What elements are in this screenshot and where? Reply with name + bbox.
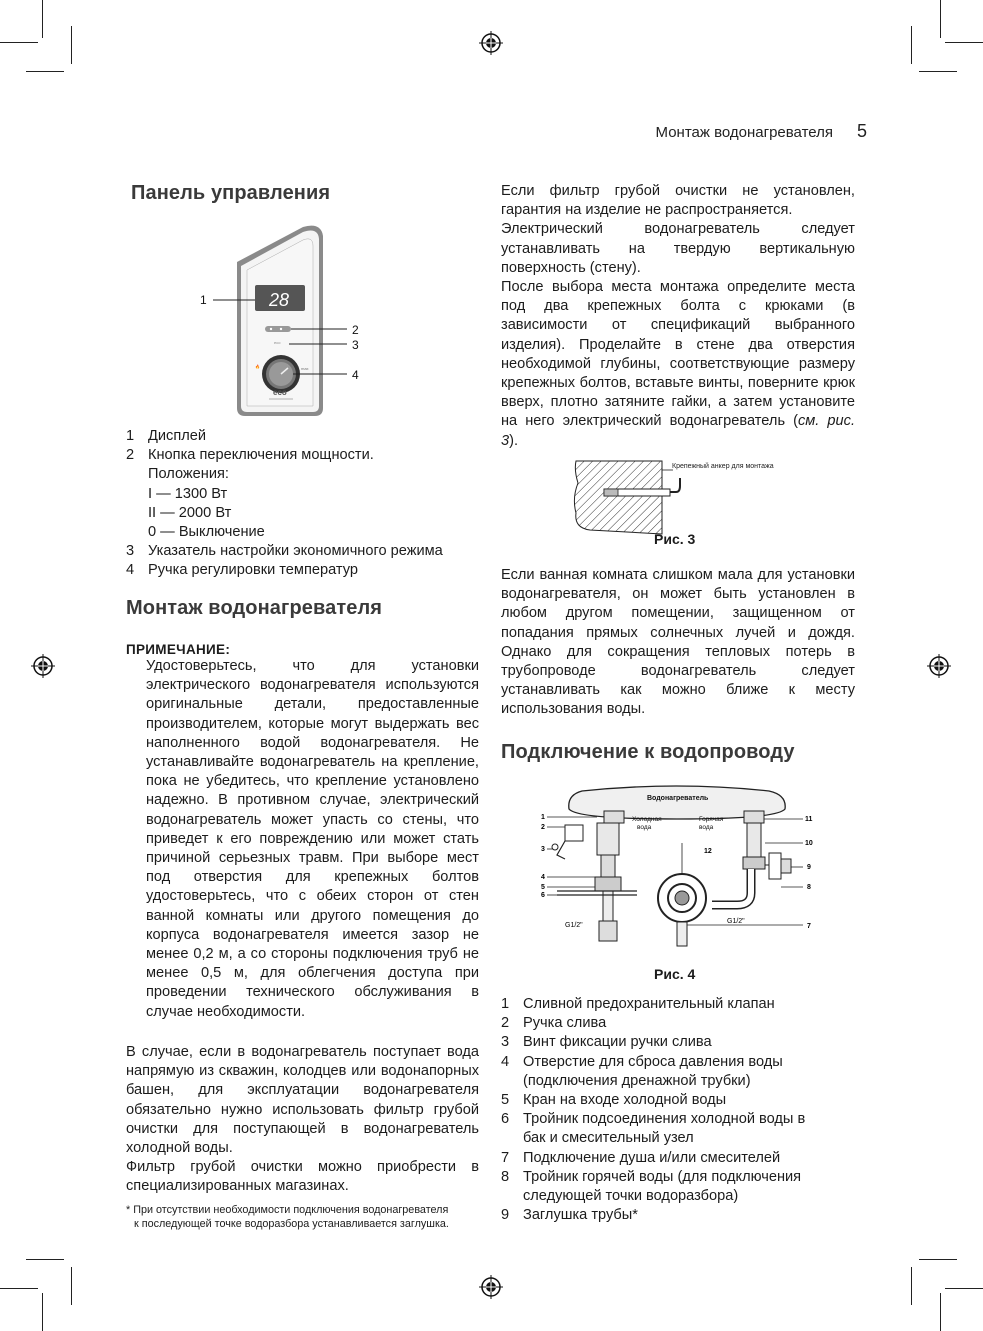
intro-paragraphs: Если фильтр грубой очистки не установлен, гарантия на изделие не распространяется. Электрический водонагреватель следует устанавливать на твердую вертикальную поверхность (стену). После выбора места монтажа определите места под два крепежных болта с крюками (в зависимости от спецификаций выбранного изделия). Проделайте в стене два отверстия необходимой глубины, соответствующие размеру крепежных болтов, вставьте винты, поверните крюк вверх, плотно затяните гайки, а затем установите на него электрический водонагреватель (см. рис. 3). bbox=[501, 183, 855, 449]
crop-mark bbox=[26, 1259, 64, 1260]
svg-text:max: max bbox=[301, 366, 309, 371]
location-paragraph: Если ванная комната слишком мала для установки водонагревателя, он может быть установлен в любом другом помещении, защищенном от попадания прямых солнечных лучей и дождя. Однако для сокращения тепловых потерь в трубопроводе водонагреватель следует устанавливать как можно ближе к месту использования воды. bbox=[501, 567, 855, 718]
thread-label-left: G1/2" bbox=[565, 922, 583, 929]
crop-mark bbox=[945, 42, 983, 43]
crop-mark bbox=[911, 1267, 912, 1305]
list-item: 5 Кран на входе холодной воды bbox=[501, 1092, 727, 1109]
display-value: 28 bbox=[269, 290, 290, 310]
fig4-num: 2 bbox=[541, 824, 545, 831]
crop-mark bbox=[940, 1293, 941, 1331]
fig4-num: 6 bbox=[541, 892, 545, 899]
list-item: 7 Подключение душа и/или смесителей bbox=[501, 1149, 781, 1166]
crop-mark bbox=[42, 1293, 43, 1331]
svg-text:Горячая: Горячая bbox=[699, 816, 724, 823]
crop-mark bbox=[919, 71, 957, 72]
list-item: 8 Тройник горячей воды (для подключения bbox=[501, 1168, 802, 1185]
registration-mark-icon bbox=[927, 654, 951, 678]
footnote: * При отсутствии необходимости подключения водонагревателя к последующей точке водоразбора устанавливается заглушка. bbox=[126, 1204, 449, 1230]
fig4-num: 8 bbox=[807, 884, 811, 891]
registration-mark-icon bbox=[479, 31, 503, 55]
crop-mark bbox=[71, 1267, 72, 1305]
fig4-num: 5 bbox=[541, 884, 545, 891]
list-item: 4 Отверстие для сброса давления воды bbox=[501, 1053, 783, 1070]
fig4-num: 7 bbox=[807, 923, 811, 930]
svg-text:вода: вода bbox=[699, 824, 714, 831]
list-item: 6 Тройник подсоединения холодной воды в bbox=[501, 1111, 806, 1128]
fig4-num: 1 bbox=[541, 814, 545, 821]
fig4-num: 9 bbox=[807, 864, 811, 871]
crop-mark bbox=[26, 71, 64, 72]
list-item: 1 Дисплей bbox=[126, 428, 207, 444]
crop-mark bbox=[0, 42, 38, 43]
svg-text:Холодная: Холодная bbox=[632, 816, 662, 823]
section-title-mounting: Монтаж водонагревателя bbox=[126, 597, 383, 619]
fig4-num: 3 bbox=[541, 846, 545, 853]
svg-text:вода: вода bbox=[637, 824, 652, 831]
callout-3: 3 bbox=[352, 338, 359, 352]
figure-4-caption: Рис. 4 bbox=[654, 966, 696, 982]
list-item: II — 2000 Вт bbox=[148, 504, 232, 521]
fig4-num: 4 bbox=[541, 874, 545, 881]
running-header: Монтаж водонагревателя bbox=[655, 124, 833, 141]
figure-3-caption: Рис. 3 bbox=[654, 531, 696, 547]
figure-4-plumbing bbox=[537, 783, 827, 963]
crop-mark bbox=[919, 1259, 957, 1260]
crop-mark bbox=[911, 26, 912, 64]
list-item: 3 Винт фиксации ручки слива bbox=[501, 1034, 712, 1051]
list-item: следующей точки водоразбора) bbox=[523, 1188, 739, 1205]
page-number: 5 bbox=[857, 121, 868, 141]
brand-logo: eco bbox=[273, 388, 287, 397]
list-item: I — 1300 Вт bbox=[148, 485, 228, 502]
fig4-num: 12 bbox=[704, 848, 712, 855]
list-item: 2 Кнопка переключения мощности. bbox=[126, 447, 374, 464]
crop-mark bbox=[0, 1288, 38, 1289]
note-label: ПРИМЕЧАНИЕ: bbox=[126, 642, 231, 657]
list-item: 0 — Выключение bbox=[148, 524, 265, 541]
figure-3-anchor bbox=[570, 458, 800, 538]
list-item: 4 Ручка регулировки температур bbox=[126, 562, 358, 579]
heater-label: Водонагреватель bbox=[647, 795, 709, 802]
mount-paragraphs: В случае, если в водонагреватель поступает вода напрямую из скважин, колодцев или водонапорных башен, для эксплуатации водонагревателя обязательно нужно использовать фильтр грубой очистки для поступающей в водонагреватель холодной воды. Фильтр грубой очистки можно приобрести в специализированных магазинах. bbox=[126, 1044, 479, 1195]
list-item: 2 Ручка слива bbox=[501, 1015, 607, 1032]
callout-4: 4 bbox=[352, 368, 359, 382]
control-panel-figure bbox=[195, 222, 375, 420]
registration-mark-icon bbox=[31, 654, 55, 678]
section-title-control-panel: Панель управления bbox=[131, 182, 331, 204]
thread-label-right: G1/2" bbox=[727, 918, 745, 925]
panel-legend bbox=[126, 427, 486, 581]
list-item: бак и смесительный узел bbox=[523, 1130, 694, 1147]
figure-3-label: Крепежный анкер для монтажа bbox=[672, 463, 774, 470]
crop-mark bbox=[42, 0, 43, 38]
list-item: 3 Указатель настройки экономичного режима bbox=[126, 543, 443, 560]
list-item: Положения: bbox=[148, 466, 229, 483]
list-item: (подключения дренажной трубки) bbox=[523, 1072, 751, 1089]
section-title-plumbing: Подключение к водопроводу bbox=[501, 741, 795, 763]
crop-mark bbox=[71, 26, 72, 64]
crop-mark bbox=[945, 1288, 983, 1289]
plumbing-legend bbox=[501, 995, 861, 1225]
fig4-num: 10 bbox=[805, 840, 813, 847]
callout-2: 2 bbox=[352, 323, 359, 337]
svg-text:eco: eco bbox=[274, 340, 281, 345]
list-item: 9 Заглушка трубы* bbox=[501, 1207, 638, 1224]
registration-mark-icon bbox=[479, 1275, 503, 1299]
power-switch bbox=[265, 326, 291, 332]
list-item: 1 Сливной предохранительный клапан bbox=[501, 996, 775, 1012]
svg-text:🔥: 🔥 bbox=[255, 364, 260, 369]
crop-mark bbox=[940, 0, 941, 38]
fig4-num: 11 bbox=[805, 816, 813, 823]
callout-1: 1 bbox=[200, 293, 207, 307]
note-text: Удостоверьтесь, что для установки электрического водонагревателя используются оригинальные детали, предоставленные производителем, которые могут выдержать вес наполненного водой водонагревателя. Не устанавливайте водонагреватель на крепление, пока не убедитесь, что крепление установлено надежно. В противном случае, электрический водонагреватель может упасть со стены, что приведет к его повреждению или может стать причиной серьезных травм. При выборе мест под отверстия для крепежных болтов удостоверьтесь, что с обеих сторон от стен ванной комнаты или другого помещения до корпуса водонагревателя имеется зазор не менее 0,2 м, а со стороны подключения труб не менее 0,5 м, для облегчения доступа при проведении технического обслуживания в случае необходимости. bbox=[146, 658, 479, 1020]
